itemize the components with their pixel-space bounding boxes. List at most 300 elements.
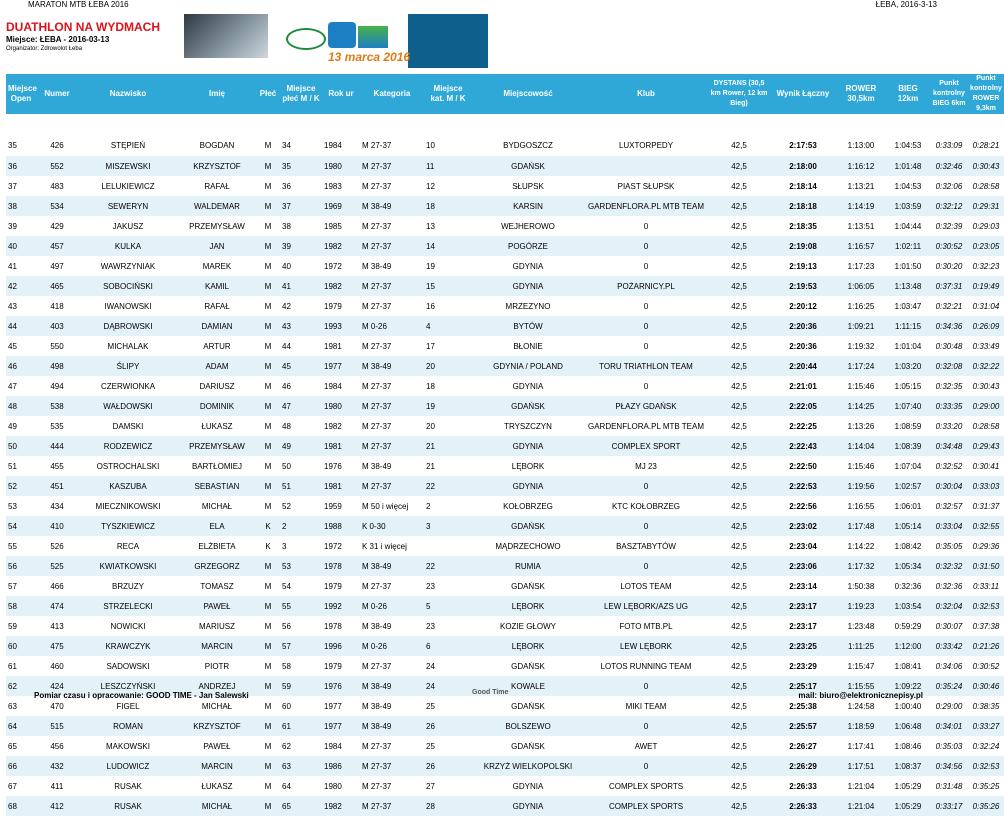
table-cell: 42,5 (708, 256, 770, 276)
table-cell: 0:32:23 (968, 256, 1004, 276)
table-cell: M 38-49 (360, 256, 424, 276)
table-cell: 48 (6, 396, 36, 416)
table-cell: 1:15:46 (836, 376, 886, 396)
table-cell: 1:16:57 (836, 236, 886, 256)
table-cell: 418 (36, 296, 78, 316)
table-cell: 0:32:57 (930, 496, 968, 516)
table-cell: RAFAŁ (178, 296, 256, 316)
table-cell: 2:21:01 (770, 376, 836, 396)
table-cell: M 27-37 (360, 796, 424, 816)
table-cell: 0:28:21 (968, 134, 1004, 156)
table-row (6, 134, 1004, 156)
table-cell: 2:17:53 (770, 134, 836, 156)
table-cell: 0:33:35 (930, 396, 968, 416)
table-cell: 22 (424, 556, 472, 576)
table-cell: 58 (280, 656, 322, 676)
table-cell: 0:38:35 (968, 696, 1004, 716)
table-cell: 60 (6, 636, 36, 656)
table-cell: 1:18:59 (836, 716, 886, 736)
table-row (6, 476, 1004, 496)
table-cell: M (256, 476, 280, 496)
table-cell: K 31 i więcej (360, 536, 424, 556)
table-cell: 15 (424, 276, 472, 296)
table-cell: 0:32:32 (930, 556, 968, 576)
table-cell: 56 (6, 556, 36, 576)
table-cell: 42,5 (708, 436, 770, 456)
table-cell: 41 (280, 276, 322, 296)
table-cell: 37 (6, 176, 36, 196)
table-cell: 42,5 (708, 396, 770, 416)
table-cell: BYTÓW (472, 316, 584, 336)
table-cell: 1:13:00 (836, 134, 886, 156)
table-cell: IWANOWSKI (78, 296, 178, 316)
table-cell: 1:12:00 (886, 636, 930, 656)
table-cell: 1:17:48 (836, 516, 886, 536)
table-cell: 1977 (322, 696, 360, 716)
table-cell: RUSAK (78, 776, 178, 796)
table-cell: 1:01:48 (886, 156, 930, 176)
table-cell: 62 (280, 736, 322, 756)
table-cell: 42,5 (708, 536, 770, 556)
event-date-place: ŁEBA, 2016-3-13 (875, 0, 937, 9)
table-cell: 66 (6, 756, 36, 776)
table-cell: 0:59:29 (886, 616, 930, 636)
table-cell: JAN (178, 236, 256, 256)
table-cell: LESZCZYŃSKI (78, 676, 178, 696)
table-cell: MICHAŁ (178, 696, 256, 716)
table-row (6, 716, 1004, 736)
table-cell: 2:22:43 (770, 436, 836, 456)
table-cell: 1:15:46 (836, 456, 886, 476)
table-cell: 525 (36, 556, 78, 576)
column-header: Wynik Łączny (770, 74, 836, 114)
table-cell: M (256, 276, 280, 296)
table-cell: 51 (280, 476, 322, 496)
table-cell: LUXTORPEDY (584, 134, 708, 156)
column-header: Punkt kontrolny ROWER 9,3km (968, 74, 1004, 114)
table-cell: GDYNIA / POLAND (472, 356, 584, 376)
table-cell: 1988 (322, 516, 360, 536)
table-cell: 54 (280, 576, 322, 596)
table-cell: MISZEWSKI (78, 156, 178, 176)
table-cell: GDYNIA (472, 796, 584, 816)
table-row (6, 336, 1004, 356)
sponsor-logo (358, 26, 388, 48)
table-cell: 1:08:46 (886, 736, 930, 756)
table-cell: 1984 (322, 134, 360, 156)
table-cell: 57 (280, 636, 322, 656)
table-row (6, 776, 1004, 796)
table-cell: 11 (424, 156, 472, 176)
table-cell: 1:14:19 (836, 196, 886, 216)
table-cell: KRAWCZYK (78, 636, 178, 656)
table-cell: 50 (280, 456, 322, 476)
table-cell: 49 (6, 416, 36, 436)
table-cell: 40 (6, 236, 36, 256)
table-cell: 2:22:05 (770, 396, 836, 416)
table-cell: STĘPIEŃ (78, 134, 178, 156)
table-cell: 0:33:04 (930, 516, 968, 536)
table-cell: 34 (280, 134, 322, 156)
table-cell: STRZELECKI (78, 596, 178, 616)
column-header: ROWER 30,5km (836, 74, 886, 114)
column-header: Nazwisko (78, 74, 178, 114)
table-cell: 1986 (322, 756, 360, 776)
table-cell: DOMINIK (178, 396, 256, 416)
table-cell: MIKI TEAM (584, 696, 708, 716)
table-cell: MICHAŁ (178, 796, 256, 816)
table-cell: 24 (424, 656, 472, 676)
table-cell: WAŁDOWSKI (78, 396, 178, 416)
table-cell: 2:19:13 (770, 256, 836, 276)
table-cell: 45 (280, 356, 322, 376)
table-cell: SADOWSKI (78, 656, 178, 676)
table-cell: 413 (36, 616, 78, 636)
table-cell: 1:03:47 (886, 296, 930, 316)
table-cell: 0:31:37 (968, 496, 1004, 516)
table-cell: 1979 (322, 296, 360, 316)
table-cell: 2:20:12 (770, 296, 836, 316)
table-cell: 1979 (322, 576, 360, 596)
table-cell: M 38-49 (360, 676, 424, 696)
table-cell: 0:37:31 (930, 276, 968, 296)
table-cell: 0:35:25 (968, 776, 1004, 796)
table-cell: GDAŃSK (472, 396, 584, 416)
table-cell: 1:16:25 (836, 296, 886, 316)
table-row (6, 436, 1004, 456)
table-cell: 1:17:32 (836, 556, 886, 576)
table-cell: 42,5 (708, 656, 770, 676)
table-cell: 0 (584, 716, 708, 736)
table-cell: 1:08:59 (886, 416, 930, 436)
table-cell: 1979 (322, 656, 360, 676)
table-cell: M 27-37 (360, 236, 424, 256)
table-cell: 0:32:21 (930, 296, 968, 316)
table-cell: NOWICKI (78, 616, 178, 636)
table-cell: KAMIL (178, 276, 256, 296)
table-cell: M (256, 396, 280, 416)
table-cell: DĄBROWSKI (78, 316, 178, 336)
table-cell: 0:28:58 (968, 176, 1004, 196)
table-row (6, 216, 1004, 236)
table-cell: KTC KOŁOBRZEG (584, 496, 708, 516)
table-cell: 1977 (322, 356, 360, 376)
table-cell: 0:31:50 (968, 556, 1004, 576)
table-cell: ROMAN (78, 716, 178, 736)
table-cell: 2:22:53 (770, 476, 836, 496)
table-cell: M (256, 736, 280, 756)
banner-date: 13 marca 2016 (328, 50, 411, 64)
column-header: Miejsce Open (6, 74, 36, 114)
table-cell: M 27-37 (360, 156, 424, 176)
table-cell: M 50 i więcej (360, 496, 424, 516)
table-cell: 0:30:43 (968, 376, 1004, 396)
table-cell: 483 (36, 176, 78, 196)
table-cell: 35 (6, 134, 36, 156)
table-cell: 0:29:00 (968, 396, 1004, 416)
results-table (6, 74, 1004, 816)
table-cell: RUMIA (472, 556, 584, 576)
table-cell: 50 (6, 436, 36, 456)
table-cell: 0:26:09 (968, 316, 1004, 336)
table-cell: M 38-49 (360, 716, 424, 736)
table-cell: RUSAK (78, 796, 178, 816)
table-cell: 0 (584, 476, 708, 496)
table-cell: 526 (36, 536, 78, 556)
table-cell: 42,5 (708, 316, 770, 336)
table-cell: 0:33:20 (930, 416, 968, 436)
table-cell: 1:08:41 (886, 656, 930, 676)
table-row (6, 536, 1004, 556)
table-cell: M (256, 356, 280, 376)
table-cell: 1:04:44 (886, 216, 930, 236)
column-header: Punkt kontrolny BIEG 6km (930, 74, 968, 114)
table-cell: 1972 (322, 536, 360, 556)
table-row (6, 736, 1004, 756)
table-cell: 61 (280, 716, 322, 736)
table-cell: 0:19:49 (968, 276, 1004, 296)
table-cell: GDYNIA (472, 776, 584, 796)
table-cell: COMPLEX SPORTS (584, 796, 708, 816)
table-row (6, 256, 1004, 276)
column-header: Płeć (256, 74, 280, 114)
table-cell: 0:32:55 (968, 516, 1004, 536)
table-cell: 0:30:41 (968, 456, 1004, 476)
table-cell: 0:33:42 (930, 636, 968, 656)
table-cell: KOZIE GŁOWY (472, 616, 584, 636)
table-cell: 1:17:51 (836, 756, 886, 776)
table-cell: MICHAŁ (178, 496, 256, 516)
column-header: Imię (178, 74, 256, 114)
table-row (6, 596, 1004, 616)
table-cell: 1982 (322, 796, 360, 816)
table-cell: 0:31:48 (930, 776, 968, 796)
table-cell: 0:28:58 (968, 416, 1004, 436)
column-header: Rok ur (322, 74, 360, 114)
table-cell: 36 (280, 176, 322, 196)
table-cell: 60 (280, 696, 322, 716)
table-cell: 42,5 (708, 496, 770, 516)
table-cell: 465 (36, 276, 78, 296)
table-cell (424, 536, 472, 556)
table-cell: GARDENFLORA.PL MTB TEAM (584, 416, 708, 436)
table-cell: 2:23:04 (770, 536, 836, 556)
table-cell: 1:14:22 (836, 536, 886, 556)
table-cell: 1:03:54 (886, 596, 930, 616)
table-cell: 1:21:04 (836, 796, 886, 816)
table-cell: BYDGOSZCZ (472, 134, 584, 156)
table-cell: 42,5 (708, 216, 770, 236)
table-cell: 16 (424, 296, 472, 316)
table-cell: 1:01:04 (886, 336, 930, 356)
table-row (6, 276, 1004, 296)
table-cell: 451 (36, 476, 78, 496)
table-row (6, 236, 1004, 256)
table-cell: KULKA (78, 236, 178, 256)
table-cell: 2:25:17 (770, 676, 836, 696)
table-cell: M (256, 176, 280, 196)
table-cell: GDYNIA (472, 436, 584, 456)
table-cell: LĘBORK (472, 456, 584, 476)
table-cell: 0:35:24 (930, 676, 968, 696)
table-cell: 42,5 (708, 236, 770, 256)
table-cell: SEBASTIAN (178, 476, 256, 496)
table-cell: LELUKIEWICZ (78, 176, 178, 196)
table-cell: 1:07:40 (886, 396, 930, 416)
table-cell: 470 (36, 696, 78, 716)
table-cell: 1:13:21 (836, 176, 886, 196)
table-cell: 1983 (322, 176, 360, 196)
table-cell: 6 (424, 636, 472, 656)
table-row (6, 296, 1004, 316)
table-cell: KASZUBA (78, 476, 178, 496)
table-cell: KRZYSZTOF (178, 156, 256, 176)
table-cell: GDAŃSK (472, 516, 584, 536)
table-cell: 455 (36, 456, 78, 476)
table-cell: 1976 (322, 676, 360, 696)
table-cell: 41 (6, 256, 36, 276)
table-cell: 22 (424, 476, 472, 496)
table-cell: M 27-37 (360, 376, 424, 396)
table-cell: 63 (6, 696, 36, 716)
table-cell: 42,5 (708, 556, 770, 576)
table-cell: M 27-37 (360, 176, 424, 196)
table-row (6, 796, 1004, 816)
table-cell: 65 (6, 736, 36, 756)
table-cell: 1:07:04 (886, 456, 930, 476)
table-cell: GARDENFLORA.PL MTB TEAM (584, 196, 708, 216)
table-cell: 1969 (322, 196, 360, 216)
table-cell: 1982 (322, 276, 360, 296)
table-cell: 424 (36, 676, 78, 696)
table-cell: 2:23:29 (770, 656, 836, 676)
table-cell: M (256, 316, 280, 336)
table-cell: AWET (584, 736, 708, 756)
table-cell: 0:33:27 (968, 716, 1004, 736)
table-cell: 42,5 (708, 756, 770, 776)
table-cell: 429 (36, 216, 78, 236)
table-row (6, 376, 1004, 396)
photo-image (184, 14, 268, 58)
table-cell: LUDOWICZ (78, 756, 178, 776)
table-row (6, 456, 1004, 476)
table-cell: 0:34:36 (930, 316, 968, 336)
table-cell: 1984 (322, 736, 360, 756)
table-cell: 535 (36, 416, 78, 436)
table-cell: 21 (424, 436, 472, 456)
table-cell: 460 (36, 656, 78, 676)
table-cell: 1:14:25 (836, 396, 886, 416)
table-cell: 0:32:53 (968, 596, 1004, 616)
table-cell: 2:18:18 (770, 196, 836, 216)
table-cell: 39 (280, 236, 322, 256)
table-cell: LĘBORK (472, 636, 584, 656)
table-cell: M (256, 556, 280, 576)
table-cell: 42,5 (708, 776, 770, 796)
table-cell: M 27-37 (360, 396, 424, 416)
table-cell: SOBOCIŃSKI (78, 276, 178, 296)
table-cell: 403 (36, 316, 78, 336)
table-cell: 0:33:11 (968, 576, 1004, 596)
table-cell: CZERWIONKA (78, 376, 178, 396)
table-cell: 1:08:42 (886, 536, 930, 556)
table-cell: GRZEGORZ (178, 556, 256, 576)
table-cell: 42,5 (708, 176, 770, 196)
table-cell: 2:20:36 (770, 316, 836, 336)
table-row (6, 356, 1004, 376)
table-cell: 1982 (322, 236, 360, 256)
sponsor-logo (286, 28, 326, 50)
document-title: DUATHLON NA WYDMACH (6, 20, 160, 34)
table-cell: M (256, 576, 280, 596)
table-cell: POGÓRZE (472, 236, 584, 256)
table-cell: M (256, 436, 280, 456)
table-cell: 42 (280, 296, 322, 316)
table-cell: 0:33:03 (968, 476, 1004, 496)
table-cell: M 0-26 (360, 636, 424, 656)
table-row (6, 636, 1004, 656)
table-cell: 1:09:22 (886, 676, 930, 696)
table-cell: RECA (78, 536, 178, 556)
table-cell: 44 (280, 336, 322, 356)
table-cell: 0 (584, 516, 708, 536)
table-cell: 52 (280, 496, 322, 516)
table-cell: WEJHEROWO (472, 216, 584, 236)
column-header: Miejsce płeć M / K (280, 74, 322, 114)
table-cell: 0 (584, 336, 708, 356)
table-cell: 1:14:04 (836, 436, 886, 456)
table-cell: 0:35:05 (930, 536, 968, 556)
table-cell: PAWEŁ (178, 596, 256, 616)
table-cell: DAMSKI (78, 416, 178, 436)
table-cell: PŁAZY GDAŃSK (584, 396, 708, 416)
table-cell: 1:03:20 (886, 356, 930, 376)
table-cell: 42,5 (708, 716, 770, 736)
table-cell: 2:25:38 (770, 696, 836, 716)
table-cell: 0:32:53 (968, 756, 1004, 776)
table-cell: 0:32:36 (886, 576, 930, 596)
page-footer (0, 689, 959, 703)
table-cell: 434 (36, 496, 78, 516)
table-cell: 2:18:35 (770, 216, 836, 236)
table-cell: 4 (424, 316, 472, 336)
table-row (6, 156, 1004, 176)
table-cell: 0 (584, 216, 708, 236)
table-cell: ADAM (178, 356, 256, 376)
table-cell: JAKUSZ (78, 216, 178, 236)
table-cell: 42 (6, 276, 36, 296)
table-cell: ŁUKASZ (178, 416, 256, 436)
table-cell: 51 (6, 456, 36, 476)
table-cell: ŁUKASZ (178, 776, 256, 796)
table-cell: 1:05:29 (886, 796, 930, 816)
table-cell: 27 (424, 776, 472, 796)
table-cell: 47 (280, 396, 322, 416)
table-cell: 42,5 (708, 576, 770, 596)
table-cell: 466 (36, 576, 78, 596)
table-cell: 21 (424, 456, 472, 476)
table-cell: MICHALAK (78, 336, 178, 356)
table-cell: 39 (6, 216, 36, 236)
table-cell: 20 (424, 356, 472, 376)
table-cell: M 27-37 (360, 776, 424, 796)
table-cell: 42,5 (708, 476, 770, 496)
table-cell: 45 (6, 336, 36, 356)
table-cell: K 0-30 (360, 516, 424, 536)
table-cell: TYSZKIEWICZ (78, 516, 178, 536)
table-cell: M 27-37 (360, 656, 424, 676)
table-cell: M (256, 196, 280, 216)
